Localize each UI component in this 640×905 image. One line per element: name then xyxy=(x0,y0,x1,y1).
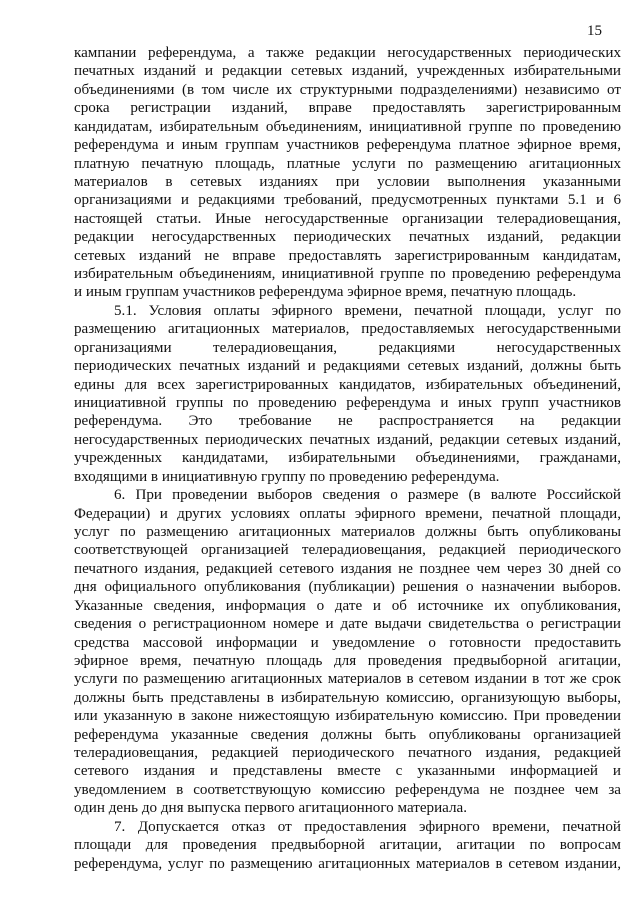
text-line: избирательным объединениям, инициативной группе по проведению референдума xyxy=(74,266,621,283)
text-line: площади для проведения предвыборной агитации, агитации по вопросам xyxy=(74,837,621,854)
text-line: дня официального опубликования (публикации) решения о назначении выборов. xyxy=(74,579,621,596)
text-line: Указанные сведения, информация о дате и об источнике их опубликования, xyxy=(74,597,621,614)
text-line: периодических печатных изданий и редакциями сетевых изданий, должны быть xyxy=(74,358,621,375)
text-line: 7. Допускается отказ от предоставления эфирного времени, печатной xyxy=(114,818,621,835)
text-line: и иным группам участников референдума эфирное время, печатную площадь. xyxy=(74,284,577,301)
text-line: эфирное время, печатную площадь для проведения предвыборной агитации, xyxy=(74,652,621,669)
text-line: или указанную в законе нижестоящую избирательную комиссию. При проведении xyxy=(74,708,621,725)
text-line: редакции негосударственных периодических печатных изданий, редакции xyxy=(74,229,621,246)
paragraph xyxy=(74,302,621,486)
text-line: негосударственных периодических печатных изданий, редакции сетевых изданий, xyxy=(74,431,621,448)
document-body xyxy=(74,44,621,873)
text-line: сетевых изданий не вправе предоставлять зарегистрированным кандидатам, xyxy=(74,247,621,264)
text-line: сетевого издания и представлены вместе с указанными информацией и xyxy=(74,763,621,780)
paragraph xyxy=(74,486,621,818)
text-line: организациями телерадиовещания, редакциями негосударственных xyxy=(74,339,621,356)
text-line: организациями и редакциями требований, предусмотренных пунктами 5.1 и 6 xyxy=(74,192,621,209)
paragraph xyxy=(74,44,621,302)
text-line: платную печатную площадь, платные услуги по размещению агитационных xyxy=(74,155,621,172)
text-line: 6. При проведении выборов сведения о размере (в валюте Российской xyxy=(114,487,621,504)
text-line: 5.1. Условия оплаты эфирного времени, печатной площади, услуг по xyxy=(114,302,621,319)
text-line: размещению агитационных материалов, предоставляемых негосударственными xyxy=(74,321,621,338)
text-line: сведения о регистрационном номере и дате выдачи свидетельства о регистрации xyxy=(74,616,621,633)
text-line: средства массовой информации и уведомление о готовности предоставить xyxy=(74,634,621,651)
text-line: инициативной группы по проведению референдума и иных групп участников xyxy=(74,395,621,412)
text-line: печатных изданий и редакции сетевых изданий, учрежденных избирательными xyxy=(74,63,621,80)
text-line: кампании референдума, а также редакции негосударственных периодических xyxy=(74,45,621,61)
paragraph xyxy=(74,818,621,873)
text-line: телерадиовещания, редакцией периодического печатного издания, редакцией xyxy=(74,745,621,762)
text-line: печатного издания, редакцией сетевого издания не позднее чем через 30 дней со xyxy=(74,560,621,577)
text-line: уведомлением в соответствующую комиссию референдума не позднее чем за xyxy=(74,781,621,798)
text-line: объединениями (в том числе их структурными подразделениями) независимо от xyxy=(74,81,621,98)
text-line: Федерации) и других условиях оплаты эфирного времени, печатной площади, xyxy=(74,505,621,522)
text-line: материалов в сетевых изданиях при условии выполнения указанными xyxy=(74,173,621,190)
text-line: едины для всех зарегистрированных кандидатов, избирательных объединений, xyxy=(74,376,621,393)
text-line: срока регистрации изданий, вправе предоставлять зарегистрированным xyxy=(74,100,621,117)
text-line: настоящей статьи. Иные негосударственные организации телерадиовещания, xyxy=(74,210,621,227)
text-line: референдума указанные сведения должны быть опубликованы организацией xyxy=(74,726,621,743)
text-line: входящими в инициативную группу по проведению референдума. xyxy=(74,468,500,485)
page-number: 15 xyxy=(587,23,602,39)
text-line: один день до дня выпуска первого агитационного материала. xyxy=(74,800,468,817)
text-line: услуги по размещению агитационных материалов в сетевом издании в тот же срок xyxy=(74,671,621,688)
text-line: референдума, услуг по размещению агитационных материалов в сетевом издании, xyxy=(74,855,621,872)
text-line: референдума. Это требование не распространяется на редакции xyxy=(74,413,621,430)
text-line: кандидатам, избирательным объединениям, инициативной группе по проведению xyxy=(74,118,621,135)
text-line: соответствующей организацией телерадиовещания, редакцией периодического xyxy=(74,542,621,559)
text-line: референдума и иным группам участников референдума платное эфирное время, xyxy=(74,137,621,154)
text-line: должны быть представлены в избирательную комиссию, организующую выборы, xyxy=(74,689,621,706)
text-line: учрежденных кандидатами, избирательными объединениями, гражданами, xyxy=(74,450,621,467)
text-line: услуг по размещению агитационных материалов должны быть опубликованы xyxy=(74,523,621,540)
